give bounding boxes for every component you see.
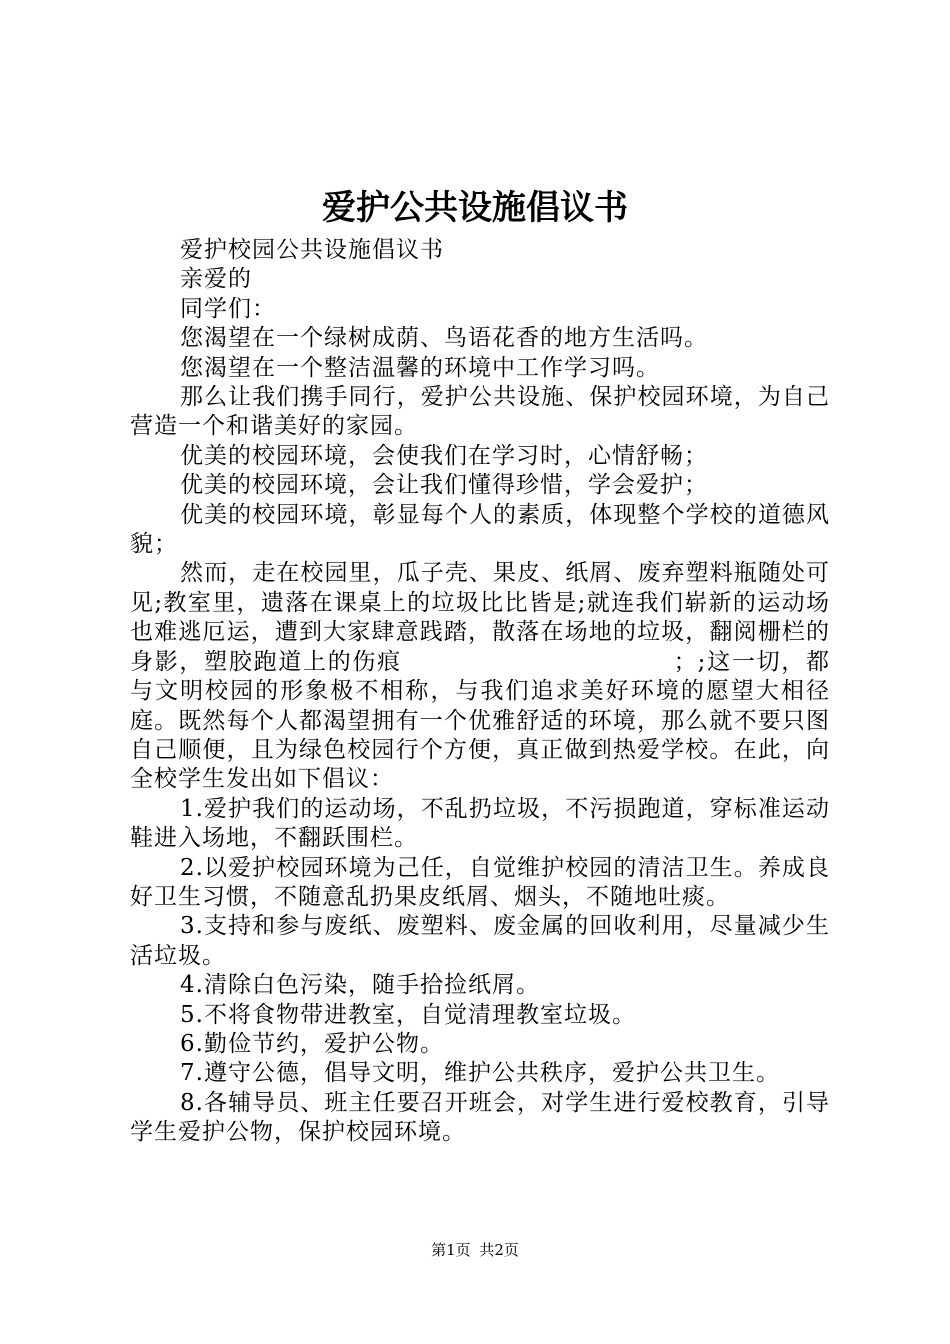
page-number: 第1页 <box>431 1241 471 1259</box>
paragraph: 然而，走在校园里，瓜子壳、果皮、纸屑、废弃塑料瓶随处可见;教室里，遗落在课桌上的垃圾比比皆是;就连我们崭新的运动场也难逃厄运，遭到大家肆意践踏，散落在场地的垃圾，翻阅栅栏的身影，塑胶跑道上的伤痕 ；;这一切，都与文明校园的形象极不相称，与我们追求美好环境的愿望大相径庭。既然每个人都渴望拥有一个优雅舒适的环境，那么就不要只图自己顺便，且为绿色校园行个方便，真正做到热爱学校。在此，向全校学生发出如下倡议： <box>130 560 830 793</box>
paragraph: 那么让我们携手同行，爱护公共设施、保护校园环境，为自己营造一个和谐美好的家园。 <box>130 384 830 440</box>
paragraph: 8.各辅导员、班主任要召开班会，对学生进行爱校教育，引导学生爱护公物，保护校园环境。 <box>130 1089 830 1146</box>
paragraph: 您渴望在一个绿树成荫、鸟语花香的地方生活吗。 <box>180 325 708 352</box>
paragraph: 您渴望在一个整洁温馨的环境中工作学习吗。 <box>180 354 660 381</box>
paragraph: 优美的校园环境，会使我们在学习时，心情舒畅； <box>180 442 708 469</box>
paragraph: 优美的校园环境，会让我们懂得珍惜，学会爱护； <box>180 472 708 499</box>
document-title: 爱护公共设施倡议书 <box>322 188 628 228</box>
paragraph: 1.爱护我们的运动场，不乱扔垃圾，不污损跑道，穿标准运动鞋进入场地，不翻跃围栏。 <box>130 795 830 852</box>
document-body <box>130 236 830 1148</box>
paragraph: 7.遵守公德，倡导文明，维护公共秩序，爱护公共卫生。 <box>180 1060 780 1087</box>
page-footer <box>0 1238 950 1262</box>
paragraph: 爱护校园公共设施倡议书 <box>180 237 444 263</box>
paragraph: 亲爱的 <box>180 266 252 293</box>
page-count: 共2页 <box>479 1241 519 1259</box>
paragraph: 6.勤俭节约，爱护公物。 <box>180 1030 444 1057</box>
paragraph: 3.支持和参与废纸、废塑料、废金属的回收利用，尽量减少生活垃圾。 <box>130 913 830 969</box>
paragraph: 4.清除白色污染，随手拾捡纸屑。 <box>180 972 540 999</box>
paragraph: 同学们： <box>180 295 276 322</box>
paragraph: 5.不将食物带进教室，自觉清理教室垃圾。 <box>180 1001 636 1028</box>
paragraph: 2.以爱护校园环境为己任，自觉维护校园的清洁卫生。养成良好卫生习惯，不随意乱扔果皮纸屑、烟头，不随地吐痰。 <box>130 854 830 910</box>
paragraph: 优美的校园环境，彰显每个人的素质，体现整个学校的道德风貌； <box>130 501 830 558</box>
